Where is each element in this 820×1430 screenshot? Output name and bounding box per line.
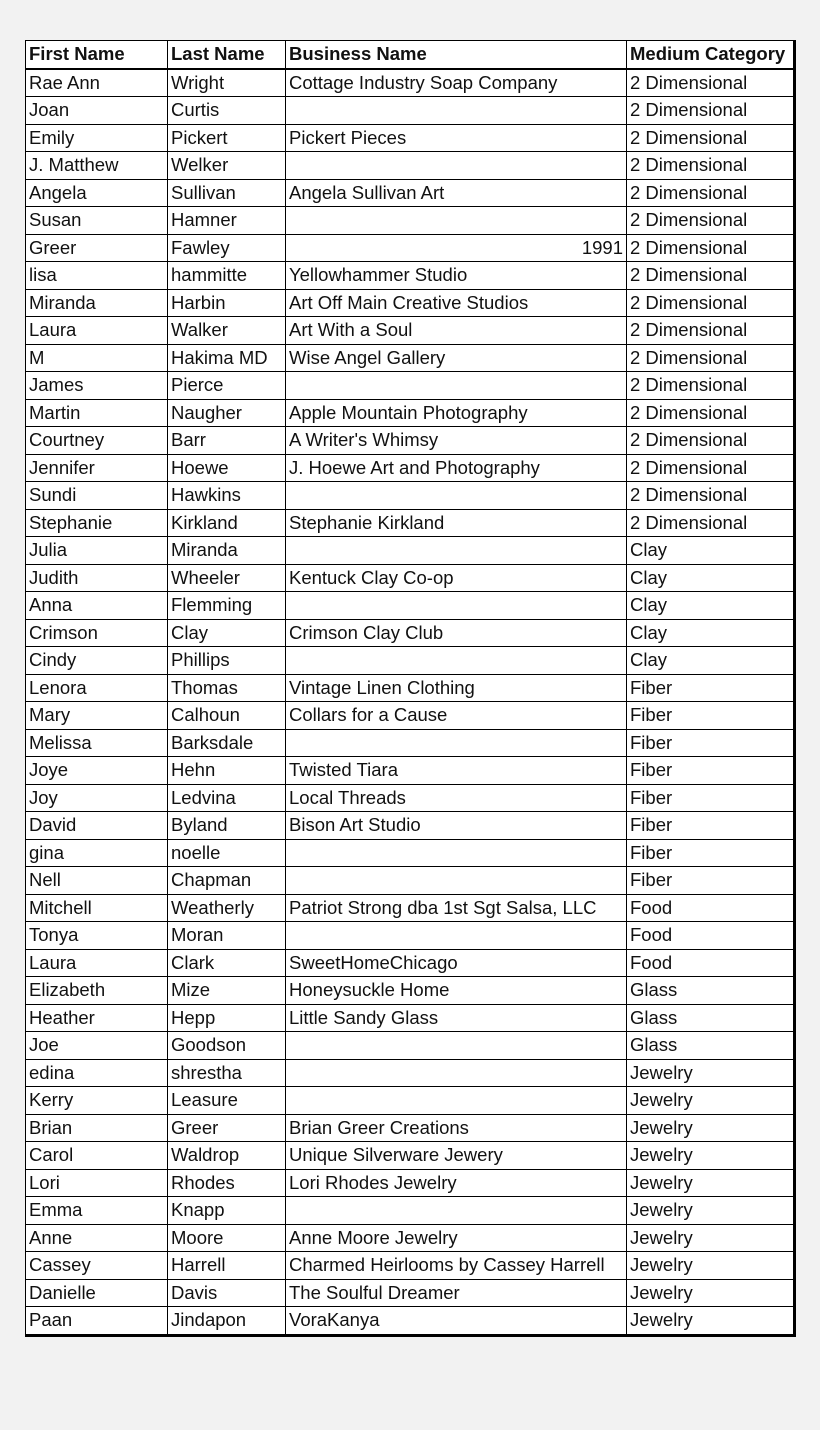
- business-name-cell[interactable]: [286, 729, 627, 757]
- medium-category-cell[interactable]: Fiber: [627, 784, 795, 812]
- last-name-cell[interactable]: Harrell: [168, 1252, 286, 1280]
- medium-category-cell[interactable]: Jewelry: [627, 1197, 795, 1225]
- medium-category-cell[interactable]: Clay: [627, 647, 795, 675]
- medium-category-cell[interactable]: Jewelry: [627, 1142, 795, 1170]
- last-name-cell[interactable]: Wheeler: [168, 564, 286, 592]
- business-name-cell[interactable]: A Writer's Whimsy: [286, 427, 627, 455]
- header-medium-category: Medium Category: [627, 41, 795, 69]
- table-row: [26, 97, 795, 125]
- table-row: [26, 949, 795, 977]
- first-name-cell[interactable]: Laura: [26, 949, 168, 977]
- last-name-cell[interactable]: shrestha: [168, 1059, 286, 1087]
- medium-category-cell[interactable]: 2 Dimensional: [627, 427, 795, 455]
- last-name-cell[interactable]: Hoewe: [168, 454, 286, 482]
- medium-category-cell[interactable]: Jewelry: [627, 1087, 795, 1115]
- table-row: [26, 1197, 795, 1225]
- last-name-cell[interactable]: Greer: [168, 1114, 286, 1142]
- first-name-cell[interactable]: Crimson: [26, 619, 168, 647]
- last-name-cell[interactable]: Naugher: [168, 399, 286, 427]
- medium-category-cell[interactable]: 2 Dimensional: [627, 289, 795, 317]
- table-row: [26, 592, 795, 620]
- business-name-cell[interactable]: [286, 922, 627, 950]
- header-first-name: First Name: [26, 41, 168, 69]
- business-name-cell[interactable]: [286, 537, 627, 565]
- table-row: [26, 152, 795, 180]
- first-name-cell[interactable]: Anne: [26, 1224, 168, 1252]
- business-name-cell[interactable]: Apple Mountain Photography: [286, 399, 627, 427]
- medium-category-cell[interactable]: Glass: [627, 1004, 795, 1032]
- last-name-cell[interactable]: Hamner: [168, 207, 286, 235]
- table-row: [26, 1169, 795, 1197]
- first-name-cell[interactable]: Greer: [26, 234, 168, 262]
- first-name-cell[interactable]: Miranda: [26, 289, 168, 317]
- medium-category-cell[interactable]: Clay: [627, 564, 795, 592]
- last-name-cell[interactable]: Clay: [168, 619, 286, 647]
- last-name-cell[interactable]: Hakima MD: [168, 344, 286, 372]
- table-row: [26, 1004, 795, 1032]
- first-name-cell[interactable]: Judith: [26, 564, 168, 592]
- business-name-cell[interactable]: Stephanie Kirkland: [286, 509, 627, 537]
- table-row: [26, 1087, 795, 1115]
- first-name-cell[interactable]: Carol: [26, 1142, 168, 1170]
- business-name-cell[interactable]: VoraKanya: [286, 1307, 627, 1336]
- last-name-cell[interactable]: Moore: [168, 1224, 286, 1252]
- first-name-cell[interactable]: Paan: [26, 1307, 168, 1336]
- medium-category-cell[interactable]: Jewelry: [627, 1169, 795, 1197]
- medium-category-cell[interactable]: Jewelry: [627, 1279, 795, 1307]
- first-name-cell[interactable]: Emily: [26, 124, 168, 152]
- last-name-cell[interactable]: Kirkland: [168, 509, 286, 537]
- header-last-name: Last Name: [168, 41, 286, 69]
- last-name-cell[interactable]: Moran: [168, 922, 286, 950]
- business-name-cell[interactable]: Cottage Industry Soap Company: [286, 69, 627, 97]
- first-name-cell[interactable]: Brian: [26, 1114, 168, 1142]
- table-row: [26, 894, 795, 922]
- business-name-cell[interactable]: Collars for a Cause: [286, 702, 627, 730]
- first-name-cell[interactable]: Joy: [26, 784, 168, 812]
- table-row: [26, 564, 795, 592]
- business-name-cell[interactable]: [286, 1197, 627, 1225]
- last-name-cell[interactable]: Wright: [168, 69, 286, 97]
- first-name-cell[interactable]: lisa: [26, 262, 168, 290]
- business-name-cell[interactable]: Wise Angel Gallery: [286, 344, 627, 372]
- last-name-cell[interactable]: Pierce: [168, 372, 286, 400]
- table-body: [26, 69, 795, 1336]
- medium-category-cell[interactable]: Jewelry: [627, 1114, 795, 1142]
- table-row: [26, 1114, 795, 1142]
- business-name-cell[interactable]: [286, 1059, 627, 1087]
- medium-category-cell[interactable]: 2 Dimensional: [627, 69, 795, 97]
- business-name-cell[interactable]: The Soulful Dreamer: [286, 1279, 627, 1307]
- table-row: [26, 372, 795, 400]
- last-name-cell[interactable]: Rhodes: [168, 1169, 286, 1197]
- business-name-cell[interactable]: Honeysuckle Home: [286, 977, 627, 1005]
- medium-category-cell[interactable]: 2 Dimensional: [627, 344, 795, 372]
- business-name-cell[interactable]: Brian Greer Creations: [286, 1114, 627, 1142]
- table-row: [26, 427, 795, 455]
- business-name-cell[interactable]: Art With a Soul: [286, 317, 627, 345]
- table-row: [26, 867, 795, 895]
- first-name-cell[interactable]: David: [26, 812, 168, 840]
- last-name-cell[interactable]: Hehn: [168, 757, 286, 785]
- table-row: [26, 702, 795, 730]
- table-row: [26, 344, 795, 372]
- business-name-cell[interactable]: Angela Sullivan Art: [286, 179, 627, 207]
- first-name-cell[interactable]: Anna: [26, 592, 168, 620]
- table-row: [26, 784, 795, 812]
- medium-category-cell[interactable]: Glass: [627, 1032, 795, 1060]
- last-name-cell[interactable]: Weatherly: [168, 894, 286, 922]
- business-name-cell[interactable]: SweetHomeChicago: [286, 949, 627, 977]
- medium-category-cell[interactable]: Jewelry: [627, 1224, 795, 1252]
- first-name-cell[interactable]: Emma: [26, 1197, 168, 1225]
- first-name-cell[interactable]: Rae Ann: [26, 69, 168, 97]
- last-name-cell[interactable]: Miranda: [168, 537, 286, 565]
- last-name-cell[interactable]: Clark: [168, 949, 286, 977]
- business-name-cell[interactable]: Local Threads: [286, 784, 627, 812]
- business-name-cell[interactable]: Lori Rhodes Jewelry: [286, 1169, 627, 1197]
- medium-category-cell[interactable]: Jewelry: [627, 1059, 795, 1087]
- business-name-cell[interactable]: Bison Art Studio: [286, 812, 627, 840]
- medium-category-cell[interactable]: Clay: [627, 592, 795, 620]
- last-name-cell[interactable]: Flemming: [168, 592, 286, 620]
- table-row: [26, 1224, 795, 1252]
- medium-category-cell[interactable]: 2 Dimensional: [627, 317, 795, 345]
- business-name-cell[interactable]: [286, 647, 627, 675]
- first-name-cell[interactable]: Mary: [26, 702, 168, 730]
- last-name-cell[interactable]: Jindapon: [168, 1307, 286, 1336]
- last-name-cell[interactable]: Barr: [168, 427, 286, 455]
- header-row: [26, 41, 795, 69]
- business-name-cell[interactable]: [286, 1087, 627, 1115]
- first-name-cell[interactable]: Joan: [26, 97, 168, 125]
- last-name-cell[interactable]: noelle: [168, 839, 286, 867]
- business-name-cell[interactable]: [286, 207, 627, 235]
- table-row: [26, 619, 795, 647]
- last-name-cell[interactable]: Barksdale: [168, 729, 286, 757]
- table-row: [26, 922, 795, 950]
- table-row: [26, 1142, 795, 1170]
- table-row: [26, 757, 795, 785]
- first-name-cell[interactable]: M: [26, 344, 168, 372]
- medium-category-cell[interactable]: 2 Dimensional: [627, 482, 795, 510]
- last-name-cell[interactable]: Fawley: [168, 234, 286, 262]
- business-name-cell[interactable]: [286, 839, 627, 867]
- last-name-cell[interactable]: Davis: [168, 1279, 286, 1307]
- first-name-cell[interactable]: Susan: [26, 207, 168, 235]
- table-row: [26, 729, 795, 757]
- medium-category-cell[interactable]: 2 Dimensional: [627, 124, 795, 152]
- last-name-cell[interactable]: Waldrop: [168, 1142, 286, 1170]
- last-name-cell[interactable]: Welker: [168, 152, 286, 180]
- medium-category-cell[interactable]: 2 Dimensional: [627, 399, 795, 427]
- last-name-cell[interactable]: Byland: [168, 812, 286, 840]
- medium-category-cell[interactable]: 2 Dimensional: [627, 454, 795, 482]
- table-row: [26, 482, 795, 510]
- first-name-cell[interactable]: Lori: [26, 1169, 168, 1197]
- business-name-cell[interactable]: [286, 97, 627, 125]
- first-name-cell[interactable]: Kerry: [26, 1087, 168, 1115]
- first-name-cell[interactable]: Martin: [26, 399, 168, 427]
- business-name-cell[interactable]: Pickert Pieces: [286, 124, 627, 152]
- last-name-cell[interactable]: Hepp: [168, 1004, 286, 1032]
- table-row: [26, 317, 795, 345]
- business-name-cell[interactable]: [286, 867, 627, 895]
- last-name-cell[interactable]: Harbin: [168, 289, 286, 317]
- first-name-cell[interactable]: James: [26, 372, 168, 400]
- first-name-cell[interactable]: Heather: [26, 1004, 168, 1032]
- table-row: [26, 1252, 795, 1280]
- first-name-cell[interactable]: Elizabeth: [26, 977, 168, 1005]
- business-name-cell[interactable]: Kentuck Clay Co-op: [286, 564, 627, 592]
- first-name-cell[interactable]: Courtney: [26, 427, 168, 455]
- table-row: [26, 839, 795, 867]
- table-row: [26, 207, 795, 235]
- table-row: [26, 509, 795, 537]
- business-name-cell[interactable]: Art Off Main Creative Studios: [286, 289, 627, 317]
- vendor-table: [25, 40, 796, 1337]
- medium-category-cell[interactable]: 2 Dimensional: [627, 509, 795, 537]
- medium-category-cell[interactable]: Fiber: [627, 702, 795, 730]
- last-name-cell[interactable]: Knapp: [168, 1197, 286, 1225]
- business-name-cell[interactable]: Little Sandy Glass: [286, 1004, 627, 1032]
- last-name-cell[interactable]: Ledvina: [168, 784, 286, 812]
- medium-category-cell[interactable]: Food: [627, 894, 795, 922]
- medium-category-cell[interactable]: Fiber: [627, 729, 795, 757]
- first-name-cell[interactable]: Danielle: [26, 1279, 168, 1307]
- table-row: [26, 262, 795, 290]
- business-name-cell[interactable]: [286, 592, 627, 620]
- table-row: [26, 399, 795, 427]
- first-name-cell[interactable]: Joye: [26, 757, 168, 785]
- business-name-cell[interactable]: Anne Moore Jewelry: [286, 1224, 627, 1252]
- first-name-cell[interactable]: gina: [26, 839, 168, 867]
- medium-category-cell[interactable]: Fiber: [627, 757, 795, 785]
- medium-category-cell[interactable]: Fiber: [627, 812, 795, 840]
- first-name-cell[interactable]: Joe: [26, 1032, 168, 1060]
- business-name-cell[interactable]: [286, 372, 627, 400]
- medium-category-cell[interactable]: 2 Dimensional: [627, 372, 795, 400]
- last-name-cell[interactable]: Pickert: [168, 124, 286, 152]
- medium-category-cell[interactable]: Food: [627, 922, 795, 950]
- table-row: [26, 289, 795, 317]
- first-name-cell[interactable]: Nell: [26, 867, 168, 895]
- table-row: [26, 1307, 795, 1336]
- business-name-cell[interactable]: Unique Silverware Jewery: [286, 1142, 627, 1170]
- business-name-cell[interactable]: Charmed Heirlooms by Cassey Harrell: [286, 1252, 627, 1280]
- table-row: [26, 1059, 795, 1087]
- first-name-cell[interactable]: Jennifer: [26, 454, 168, 482]
- last-name-cell[interactable]: Sullivan: [168, 179, 286, 207]
- business-name-cell[interactable]: Vintage Linen Clothing: [286, 674, 627, 702]
- medium-category-cell[interactable]: 2 Dimensional: [627, 179, 795, 207]
- last-name-cell[interactable]: Mize: [168, 977, 286, 1005]
- first-name-cell[interactable]: J. Matthew: [26, 152, 168, 180]
- medium-category-cell[interactable]: 2 Dimensional: [627, 207, 795, 235]
- last-name-cell[interactable]: Leasure: [168, 1087, 286, 1115]
- business-name-cell[interactable]: [286, 152, 627, 180]
- medium-category-cell[interactable]: Clay: [627, 619, 795, 647]
- business-name-cell[interactable]: [286, 482, 627, 510]
- medium-category-cell[interactable]: Clay: [627, 537, 795, 565]
- business-name-cell[interactable]: Patriot Strong dba 1st Sgt Salsa, LLC: [286, 894, 627, 922]
- table-row: [26, 124, 795, 152]
- business-name-cell[interactable]: [286, 1032, 627, 1060]
- medium-category-cell[interactable]: 2 Dimensional: [627, 97, 795, 125]
- business-name-cell[interactable]: Twisted Tiara: [286, 757, 627, 785]
- first-name-cell[interactable]: Lenora: [26, 674, 168, 702]
- medium-category-cell[interactable]: Glass: [627, 977, 795, 1005]
- first-name-cell[interactable]: Stephanie: [26, 509, 168, 537]
- medium-category-cell[interactable]: Jewelry: [627, 1252, 795, 1280]
- medium-category-cell[interactable]: Fiber: [627, 867, 795, 895]
- table-row: [26, 647, 795, 675]
- medium-category-cell[interactable]: 2 Dimensional: [627, 234, 795, 262]
- table-row: [26, 674, 795, 702]
- first-name-cell[interactable]: Cindy: [26, 647, 168, 675]
- medium-category-cell[interactable]: Food: [627, 949, 795, 977]
- table-row: [26, 537, 795, 565]
- table-row: [26, 69, 795, 97]
- table-row: [26, 454, 795, 482]
- first-name-cell[interactable]: Julia: [26, 537, 168, 565]
- business-name-cell[interactable]: 1991: [286, 234, 627, 262]
- first-name-cell[interactable]: Laura: [26, 317, 168, 345]
- header-business-name: Business Name: [286, 41, 627, 69]
- medium-category-cell[interactable]: Fiber: [627, 674, 795, 702]
- last-name-cell[interactable]: Chapman: [168, 867, 286, 895]
- first-name-cell[interactable]: Cassey: [26, 1252, 168, 1280]
- last-name-cell[interactable]: Walker: [168, 317, 286, 345]
- table-row: [26, 234, 795, 262]
- table-row: [26, 179, 795, 207]
- spreadsheet-sheet: [25, 40, 794, 1337]
- table-row: [26, 812, 795, 840]
- medium-category-cell[interactable]: 2 Dimensional: [627, 152, 795, 180]
- medium-category-cell[interactable]: Jewelry: [627, 1307, 795, 1336]
- business-name-cell[interactable]: J. Hoewe Art and Photography: [286, 454, 627, 482]
- last-name-cell[interactable]: Hawkins: [168, 482, 286, 510]
- first-name-cell[interactable]: Sundi: [26, 482, 168, 510]
- last-name-cell[interactable]: hammitte: [168, 262, 286, 290]
- table-row: [26, 977, 795, 1005]
- last-name-cell[interactable]: Goodson: [168, 1032, 286, 1060]
- first-name-cell[interactable]: Angela: [26, 179, 168, 207]
- first-name-cell[interactable]: Mitchell: [26, 894, 168, 922]
- last-name-cell[interactable]: Phillips: [168, 647, 286, 675]
- table-row: [26, 1279, 795, 1307]
- last-name-cell[interactable]: Calhoun: [168, 702, 286, 730]
- business-name-cell[interactable]: Yellowhammer Studio: [286, 262, 627, 290]
- first-name-cell[interactable]: Melissa: [26, 729, 168, 757]
- table-row: [26, 1032, 795, 1060]
- last-name-cell[interactable]: Thomas: [168, 674, 286, 702]
- business-name-cell[interactable]: Crimson Clay Club: [286, 619, 627, 647]
- first-name-cell[interactable]: edina: [26, 1059, 168, 1087]
- medium-category-cell[interactable]: Fiber: [627, 839, 795, 867]
- last-name-cell[interactable]: Curtis: [168, 97, 286, 125]
- first-name-cell[interactable]: Tonya: [26, 922, 168, 950]
- medium-category-cell[interactable]: 2 Dimensional: [627, 262, 795, 290]
